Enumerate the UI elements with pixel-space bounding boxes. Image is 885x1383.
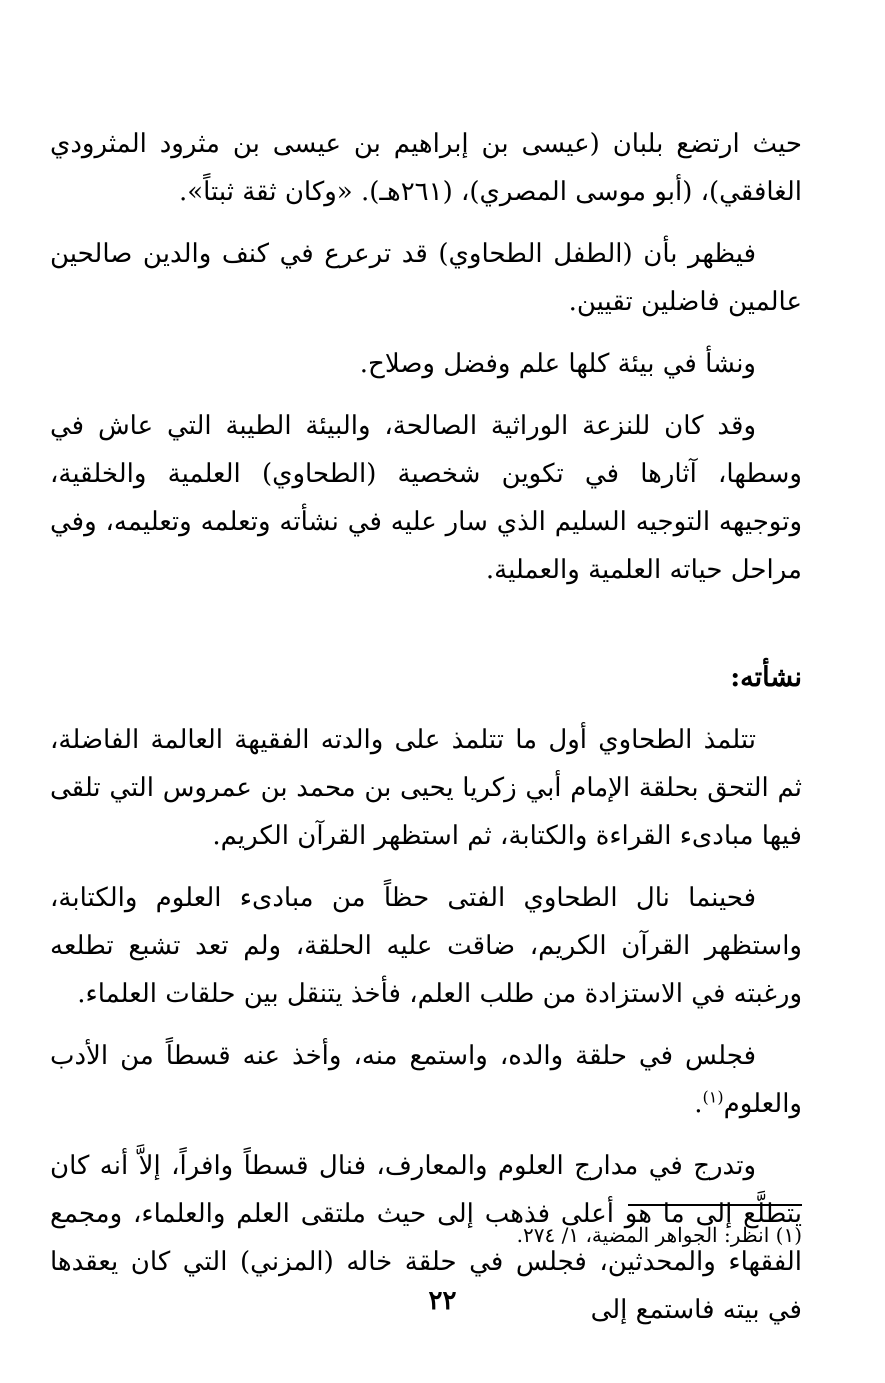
footnote: (١) انظر: الجواهر المضية، ١/ ٢٧٤. — [516, 1223, 802, 1247]
paragraph-environment: ونشأ في بيئة كلها علم وفضل وصلاح. — [359, 349, 756, 379]
paragraph-father-circle-tail: . — [694, 1089, 703, 1119]
paragraph-father-circle — [50, 1032, 802, 1128]
footnote-divider — [628, 1204, 802, 1206]
paragraph-lineage: حيث ارتضع بلبان (عيسى بن إبراهيم بن عيسى بن مثرود المثرودي الغافقي)، (أبو موسى المصري)، (٢٦١هـ). «وكان ثقة ثبتاً». — [50, 129, 802, 207]
page-number: ٢٢ — [428, 1286, 457, 1316]
page-body — [50, 120, 802, 1348]
paragraph-early-study: تتلمذ الطحاوي أول ما تتلمذ على والدته الفقيهة العالمة الفاضلة، ثم التحق بحلقة الإمام أبي زكريا يحيى بن محمد بن عمروس التي تلقى فيها مبادىء القراءة والكتابة، ثم استظهر القرآن الكريم. — [50, 725, 802, 851]
footnote-reference: (١) — [702, 1087, 724, 1107]
paragraph-heredity: وقد كان للنزعة الوراثية الصالحة، والبيئة الطيبة التي عاش في وسطها، آثارها في تكوين شخصية (الطحاوي) العلمية والخلقية، وتوجيهه التوجيه السليم الذي سار عليه في نشأته وتعلمه وتعليمه، وفي مراحل حياته العلمية والعملية. — [50, 411, 802, 585]
paragraph-seeking-knowledge: فحينما نال الطحاوي الفتى حظاً من مبادىء العلوم والكتابة، واستظهر القرآن الكريم، ضاقت عليه الحلقة، ولم تعد تشبع تطلعه ورغبته في الاستزادة من طلب العلم، فأخذ يتنقل بين حلقات العلماء. — [50, 883, 802, 1009]
paragraph-parents: فيظهر بأن (الطفل الطحاوي) قد ترعرع في كنف والدين صالحين عالمين فاضلين تقيين. — [50, 239, 802, 317]
section-heading: نشأته: — [730, 662, 802, 693]
paragraph-advancement: وتدرج في مدارج العلوم والمعارف، فنال قسطاً وافراً، إلاَّ أنه كان يتطلَّع إلى ما هو أعلى فذهب إلى حيث ملتقى العلم والعلماء، ومجمع الفقهاء والمحدثين، فجلس في حلقة خاله (المزني) التي كان يعقدها في بيته فاستمع إلى — [50, 1151, 803, 1325]
paragraph-father-circle-text: فجلس في حلقة والده، واستمع منه، وأخذ عنه قسطاً من الأدب والعلوم — [50, 1041, 802, 1119]
